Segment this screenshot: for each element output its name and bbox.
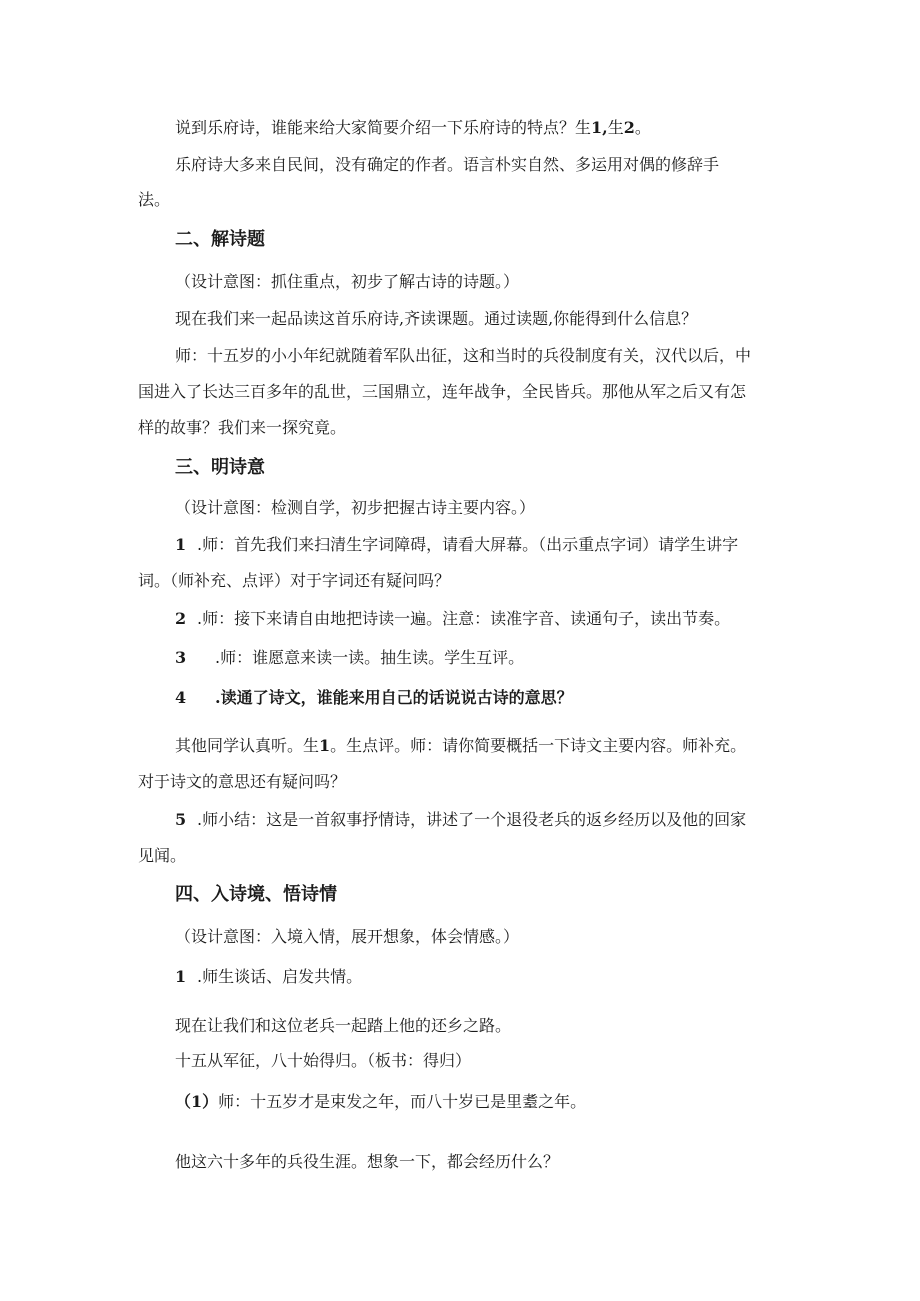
item-number: 2 bbox=[175, 609, 187, 628]
section-3-paragraph-line-1 bbox=[175, 736, 746, 756]
student-1: 1 bbox=[319, 736, 331, 755]
section-4-item-1 bbox=[175, 967, 362, 987]
intro-answer-line-1: 乐府诗大多来自民间，没有确定的作者。语言朴实自然、多运用对偶的修辞手 bbox=[175, 155, 720, 174]
section-3-paragraph-line-2: 对于诗文的意思还有疑问吗？ bbox=[138, 772, 347, 791]
item-number: 1 bbox=[175, 535, 187, 554]
intro-question bbox=[175, 118, 651, 138]
item-text: .师：谁愿意来读一读。抽生读。学生互评。 bbox=[215, 648, 525, 667]
item-text: .师：首先我们来扫清生字词障碍，请看大屏幕。（出示重点字词）请学生讲字 bbox=[197, 535, 739, 554]
sub-item-text: 师：十五岁才是束发之年，而八十岁已是里耋之年。 bbox=[218, 1092, 587, 1111]
section-2-paragraph-2-line-1: 师：十五岁的小小年纪就随着军队出征，这和当时的兵役制度有关，汉代以后，中 bbox=[175, 346, 752, 365]
section-3-item-5-line-2: 见闻。 bbox=[138, 846, 187, 865]
section-3-intent: （设计意图：检测自学，初步把握古诗主要内容。） bbox=[175, 498, 536, 517]
section-4-paragraph-2: 十五从军征，八十始得归。（板书：得归） bbox=[175, 1051, 472, 1070]
section-4-intent: （设计意图：入境入情，展开想象，体会情感。） bbox=[175, 927, 520, 946]
item-number: 5 bbox=[175, 810, 187, 829]
intro-answer-line-2: 法。 bbox=[138, 190, 171, 209]
section-3-item-1-line-2: 词。（师补充、点评）对于字词还有疑问吗？ bbox=[138, 571, 451, 590]
section-3-item-2 bbox=[175, 609, 730, 629]
sub-item-number: （1） bbox=[175, 1092, 219, 1111]
intro-question-text-2: 生 bbox=[607, 118, 624, 137]
section-3-item-5-line-1 bbox=[175, 810, 746, 830]
section-4-paragraph-3: 他这六十多年的兵役生涯。想象一下，都会经历什么？ bbox=[175, 1152, 560, 1171]
section-3-item-4 bbox=[175, 688, 573, 708]
section-2-paragraph-1: 现在我们来一起品读这首乐府诗,齐读课题。通过读题,你能得到什么信息？ bbox=[175, 309, 698, 328]
section-2-paragraph-2-line-3: 样的故事？我们来一探究竟。 bbox=[138, 418, 347, 437]
item-text: .师小结：这是一首叙事抒情诗，讲述了一个退役老兵的返乡经历以及他的回家 bbox=[197, 810, 747, 829]
section-4-sub-item-1 bbox=[175, 1092, 586, 1112]
student-2: 2 bbox=[623, 118, 635, 137]
item-number: 3 bbox=[175, 648, 187, 667]
section-4-heading: 四、入诗境、悟诗情 bbox=[175, 884, 337, 905]
intro-question-text: 说到乐府诗，谁能来给大家简要介绍一下乐府诗的特点？生 bbox=[175, 118, 592, 137]
section-3-item-1-line-1 bbox=[175, 535, 738, 555]
section-2-heading: 二、解诗题 bbox=[175, 229, 265, 250]
item-number: 1 bbox=[175, 967, 187, 986]
section-4-paragraph-1: 现在让我们和这位老兵一起踏上他的还乡之路。 bbox=[175, 1016, 512, 1035]
item-text: .师：接下来请自由地把诗读一遍。注意：读准字音、读通句子，读出节奏。 bbox=[197, 609, 731, 628]
section-3-heading: 三、明诗意 bbox=[175, 457, 265, 478]
section-2-intent: （设计意图：抓住重点，初步了解古诗的诗题。） bbox=[175, 272, 520, 291]
item-text: .师生谈话、启发共情。 bbox=[197, 967, 363, 986]
item-number: 4 bbox=[175, 688, 187, 707]
intro-question-end: 。 bbox=[634, 118, 651, 137]
paragraph-text-2: 。生点评。师：请你简要概括一下诗文主要内容。师补充。 bbox=[330, 736, 747, 755]
paragraph-text: 其他同学认真听。生 bbox=[175, 736, 320, 755]
item-text: .读通了诗文，谁能来用自己的话说说古诗的意思？ bbox=[215, 688, 573, 707]
section-2-paragraph-2-line-2: 国进入了长达三百多年的乱世，三国鼎立，连年战争，全民皆兵。那他从军之后又有怎 bbox=[138, 382, 747, 401]
student-1: 1, bbox=[591, 118, 608, 137]
section-3-item-3 bbox=[175, 648, 524, 668]
